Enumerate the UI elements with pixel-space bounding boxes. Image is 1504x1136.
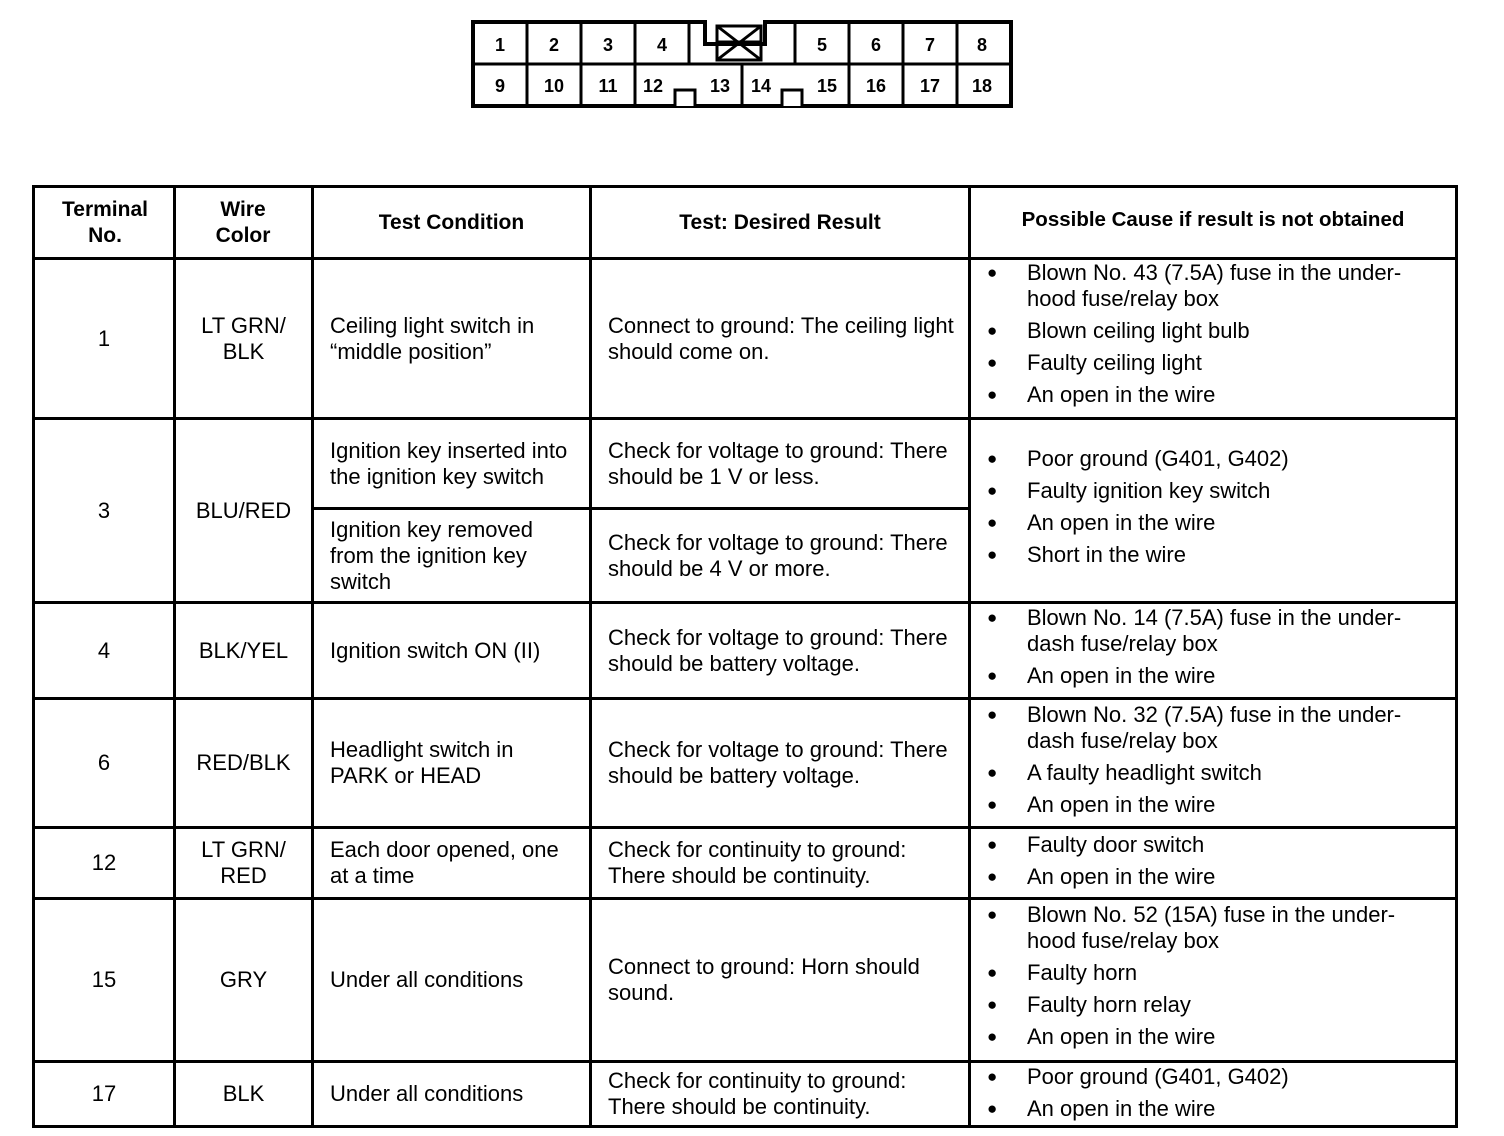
pin-label: 17	[919, 76, 941, 96]
possible-causes-list	[971, 260, 1411, 414]
cause-item: ● Faulty ignition key switch	[971, 478, 1411, 504]
header-terminal: Terminal No.	[62, 197, 148, 247]
cause-item: ● An open in the wire	[971, 1024, 1411, 1050]
cause-item: ● An open in the wire	[971, 663, 1411, 689]
pin-label: 1	[494, 35, 506, 55]
terminal-test-table	[32, 185, 1458, 1128]
desired-result: Check for continuity to ground: There should be continuity.	[608, 1068, 907, 1119]
possible-causes-list	[971, 702, 1411, 824]
terminal-number: 17	[91, 1081, 117, 1106]
pin-label: 3	[602, 35, 614, 55]
pin-label: 13	[709, 76, 731, 96]
cause-item: ● A faulty headlight switch	[971, 760, 1411, 786]
cause-item: ● An open in the wire	[971, 792, 1411, 818]
cause-item: ● Blown No. 52 (15A) fuse in the under-hood fuse/relay box	[971, 902, 1411, 954]
test-condition: Under all conditions	[330, 967, 524, 992]
desired-result: Check for continuity to ground: There should be continuity.	[608, 837, 907, 888]
wire-color: LT GRN/ RED	[201, 837, 286, 888]
test-condition: Ignition key removed from the ignition key switch	[330, 516, 533, 594]
test-condition: Headlight switch in PARK or HEAD	[330, 737, 514, 788]
cause-item: ● Poor ground (G401, G402)	[971, 446, 1411, 472]
pin-label: 16	[865, 76, 887, 96]
test-condition: Ignition switch ON (II)	[330, 637, 541, 663]
terminal-number: 4	[97, 637, 111, 663]
cause-item: ● Faulty horn	[971, 960, 1411, 986]
header-possible-cause: Possible Cause if result is not obtained	[1021, 207, 1405, 231]
pin-label: 7	[924, 35, 936, 55]
desired-result: Connect to ground: The ceiling light should come on.	[608, 312, 954, 364]
connector-notch-right	[782, 90, 802, 106]
pin-label: 15	[816, 76, 838, 96]
pin-label: 2	[548, 35, 560, 55]
possible-causes-list	[971, 902, 1411, 1056]
terminal-number: 6	[97, 750, 111, 775]
test-condition: Each door opened, one at a time	[330, 837, 559, 888]
pin-label: 8	[976, 35, 988, 55]
cause-item: ● Blown No. 14 (7.5A) fuse in the under-dash fuse/relay box	[971, 605, 1411, 657]
cause-item: ● Short in the wire	[971, 542, 1411, 568]
wire-color: RED/BLK	[196, 750, 291, 775]
test-condition: Ceiling light switch in “middle position”	[330, 312, 535, 364]
wire-color: GRY	[219, 967, 268, 992]
cause-item: ● Blown No. 32 (7.5A) fuse in the under-dash fuse/relay box	[971, 702, 1411, 754]
cause-item: ● Blown ceiling light bulb	[971, 318, 1411, 344]
pin-label: 12	[642, 76, 664, 96]
terminal-number: 12	[91, 850, 117, 875]
desired-result: Check for voltage to ground: There should be 1 V or less.	[608, 437, 948, 489]
pin-label: 18	[971, 76, 993, 96]
wire-color: BLK	[222, 1081, 265, 1106]
cause-item: ● An open in the wire	[971, 864, 1411, 890]
pin-label: 11	[598, 76, 618, 96]
test-condition: Under all conditions	[330, 1081, 524, 1106]
header-test-condition: Test Condition	[378, 210, 525, 234]
wire-color: LT GRN/ BLK	[201, 312, 286, 364]
pin-label: 5	[816, 35, 828, 55]
terminal-number: 15	[91, 967, 117, 992]
pin-label: 14	[750, 76, 772, 96]
connector-notch-left	[675, 90, 695, 106]
possible-causes-list	[971, 832, 1411, 896]
cause-item: ● Poor ground (G401, G402)	[971, 1064, 1411, 1090]
possible-causes-list	[971, 605, 1411, 695]
cause-item: ● An open in the wire	[971, 510, 1411, 536]
test-condition: Ignition key inserted into the ignition key switch	[330, 437, 568, 489]
pin-label: 9	[494, 76, 506, 96]
pin-label: 4	[656, 35, 668, 55]
cause-item: ● An open in the wire	[971, 382, 1411, 408]
desired-result: Check for voltage to ground: There should be battery voltage.	[608, 624, 948, 676]
wire-color: BLU/RED	[195, 497, 292, 523]
connector-diagram	[470, 18, 1015, 114]
desired-result: Connect to ground: Horn should sound.	[608, 954, 920, 1005]
wire-color: BLK/YEL	[198, 637, 289, 663]
header-desired-result: Test: Desired Result	[679, 210, 881, 234]
cause-item: ● Faulty door switch	[971, 832, 1411, 858]
terminal-number: 3	[97, 497, 111, 523]
pin-label: 6	[870, 35, 882, 55]
header-wire-color: Wire Color	[215, 197, 271, 247]
cause-item: ● Faulty horn relay	[971, 992, 1411, 1018]
desired-result: Check for voltage to ground: There should be 4 V or more.	[608, 529, 948, 581]
blocked-cavity-icon	[717, 26, 761, 60]
possible-causes-list	[971, 1064, 1411, 1122]
cause-item: ● Blown No. 43 (7.5A) fuse in the under-hood fuse/relay box	[971, 260, 1411, 312]
cause-item: ● An open in the wire	[971, 1096, 1411, 1122]
pin-label: 10	[543, 76, 565, 96]
terminal-number: 1	[97, 325, 111, 351]
cause-item: ● Faulty ceiling light	[971, 350, 1411, 376]
desired-result: Check for voltage to ground: There should be battery voltage.	[608, 737, 948, 788]
possible-causes-list	[971, 446, 1411, 574]
